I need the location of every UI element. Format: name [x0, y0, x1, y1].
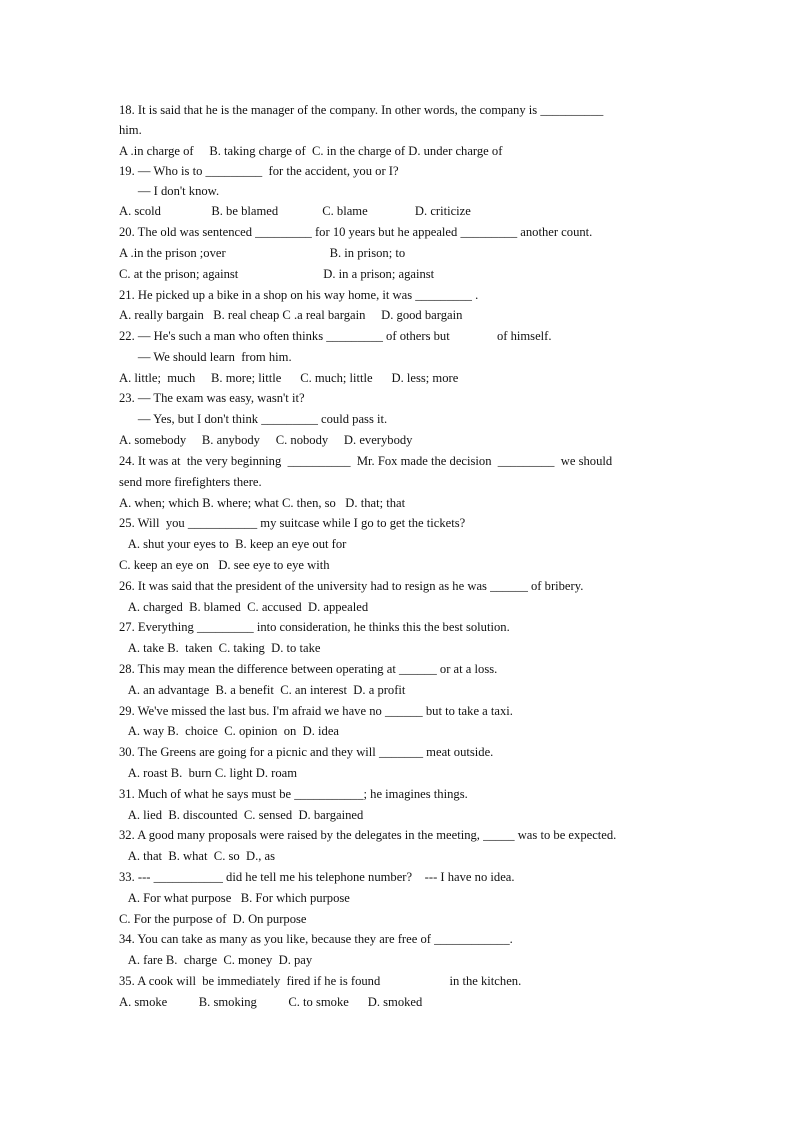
question-stem: 28. This may mean the difference between operating at ______ or at a loss.: [119, 662, 498, 676]
question-line: A. somebody B. anybody C. nobody D. everybody: [119, 433, 413, 447]
question-line: — We should learn from him.: [119, 350, 292, 364]
question-stem: 32. A good many proposals were raised by the delegates in the meeting, _____ was to be expected.: [119, 828, 617, 842]
question-line: C. at the prison; against D. in a prison; against: [119, 267, 435, 281]
question-line: A .in the prison ;over B. in prison; to: [119, 246, 406, 260]
question-stem: 23. — The exam was easy, wasn't it?: [119, 391, 305, 405]
question-line: A. when; which B. where; what C. then, so D. that; that: [119, 496, 406, 510]
question-line: A. really bargain B. real cheap C .a real bargain D. good bargain: [119, 308, 463, 322]
question-line: A. lied B. discounted C. sensed D. bargained: [119, 808, 364, 822]
question-line: A. charged B. blamed C. accused D. appealed: [119, 600, 369, 614]
question-stem: 19. — Who is to _________ for the accident, you or I?: [119, 164, 399, 178]
question-line: A. that B. what C. so D., as: [119, 849, 276, 863]
question-line: — Yes, but I don't think _________ could pass it.: [119, 412, 388, 426]
question-stem: 35. A cook will be immediately fired if he is found in the kitchen.: [119, 974, 522, 988]
question-line: C. For the purpose of D. On purpose: [119, 912, 307, 926]
question-line: A. roast B. burn C. light D. roam: [119, 766, 298, 780]
question-line: C. keep an eye on D. see eye to eye with: [119, 558, 330, 572]
question-line: A. For what purpose B. For which purpose: [119, 891, 350, 905]
question-line: A. smoke B. smoking C. to smoke D. smoked: [119, 995, 423, 1009]
question-stem: 31. Much of what he says must be ___________; he imagines things.: [119, 787, 468, 801]
question-stem: 22. — He's such a man who often thinks _________ of others but of himself.: [119, 329, 552, 343]
question-line: A. little; much B. more; little C. much; little D. less; more: [119, 371, 459, 385]
question-stem: 20. The old was sentenced _________ for 10 years but he appealed _________ another count.: [119, 225, 593, 239]
question-line: send more firefighters there.: [119, 475, 262, 489]
question-line: A. shut your eyes to B. keep an eye out for: [119, 537, 347, 551]
question-stem: 21. He picked up a bike in a shop on his way home, it was _________ .: [119, 288, 479, 302]
question-line: A. take B. taken C. taking D. to take: [119, 641, 321, 655]
question-stem: 18. It is said that he is the manager of the company. In other words, the company is __________: [119, 103, 604, 117]
question-stem: 25. Will you ___________ my suitcase while I go to get the tickets?: [119, 516, 466, 530]
question-line: A .in charge of B. taking charge of C. in the charge of D. under charge of: [119, 144, 503, 158]
question-line: A. fare B. charge C. money D. pay: [119, 953, 313, 967]
question-line: A. scold B. be blamed C. blame D. criticize: [119, 204, 471, 218]
question-stem: 27. Everything _________ into consideration, he thinks this the best solution.: [119, 620, 510, 634]
question-stem: 24. It was at the very beginning __________ Mr. Fox made the decision _________ we should: [119, 454, 613, 468]
question-stem: 26. It was said that the president of the university had to resign as he was ______ of bribery.: [119, 579, 584, 593]
question-line: A. an advantage B. a benefit C. an interest D. a profit: [119, 683, 406, 697]
question-line: him.: [119, 123, 142, 137]
question-stem: 30. The Greens are going for a picnic and they will _______ meat outside.: [119, 745, 494, 759]
question-line: A. way B. choice C. opinion on D. idea: [119, 724, 340, 738]
question-stem: 29. We've missed the last bus. I'm afraid we have no ______ but to take a taxi.: [119, 704, 513, 718]
question-line: — I don't know.: [119, 184, 220, 198]
question-stem: 33. --- ___________ did he tell me his telephone number? --- I have no idea.: [119, 870, 515, 884]
question-stem: 34. You can take as many as you like, because they are free of ____________.: [119, 932, 513, 946]
